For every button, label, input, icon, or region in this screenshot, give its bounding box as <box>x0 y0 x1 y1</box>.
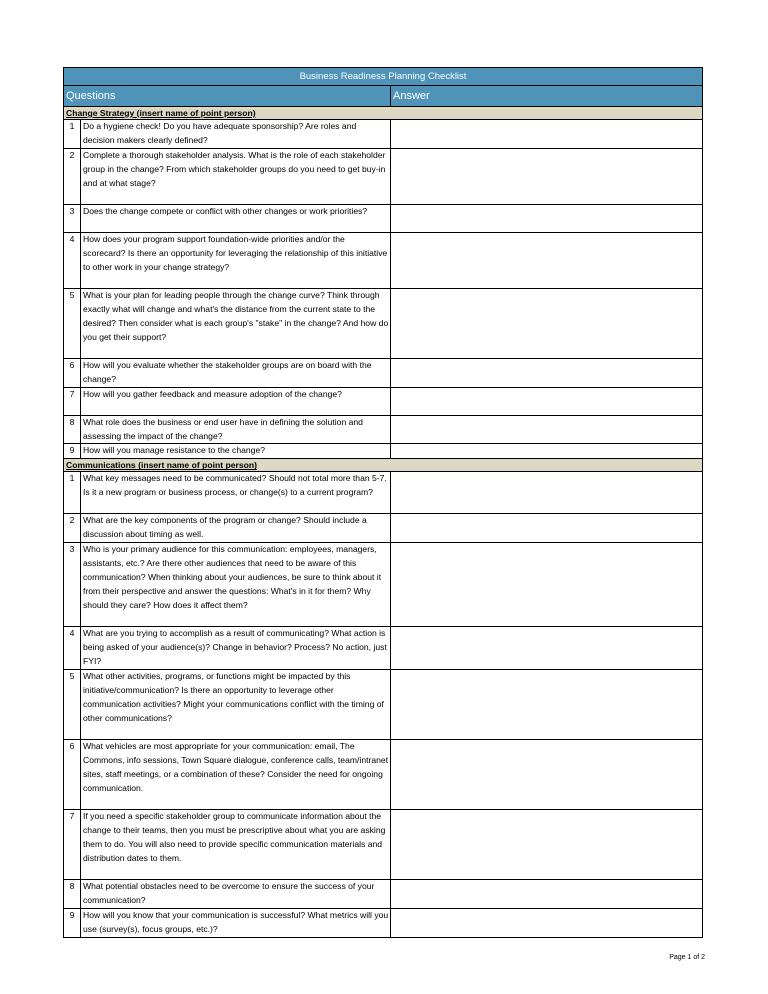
section-row <box>64 459 703 472</box>
answer-cell[interactable] <box>391 908 703 937</box>
question-row <box>64 232 703 288</box>
answer-cell[interactable] <box>391 514 703 543</box>
questions-header: Questions <box>64 86 391 107</box>
question-number: 2 <box>64 148 81 204</box>
question-number: 8 <box>64 415 81 444</box>
question-row <box>64 739 703 809</box>
section-label: Change Strategy (insert name of point person) <box>64 107 703 120</box>
question-text: How will you know that your communication is successful? What metrics will you use (survey(s), focus groups, etc.)? <box>81 908 391 937</box>
question-text: Do a hygiene check! Do you have adequate sponsorship? Are roles and decision makers clearly defined? <box>81 120 391 149</box>
answer-cell[interactable] <box>391 444 703 459</box>
question-text: What key messages need to be communicated? Should not total more than 5-7. Is it a new program or business process, or change(s) to a current program? <box>81 472 391 514</box>
question-text: How will you gather feedback and measure adoption of the change? <box>81 387 391 415</box>
answer-cell[interactable] <box>391 232 703 288</box>
question-text: How does your program support foundation-wide priorities and/or the scorecard? Is there an opportunity for leveraging the relationship of this initiative to other work in your change strategy? <box>81 232 391 288</box>
question-row <box>64 358 703 387</box>
question-text: How will you evaluate whether the stakeholder groups are on board with the change? <box>81 358 391 387</box>
question-number: 4 <box>64 627 81 670</box>
checklist-table <box>63 67 703 938</box>
question-number: 5 <box>64 669 81 739</box>
question-number: 3 <box>64 543 81 627</box>
question-row <box>64 879 703 908</box>
answer-cell[interactable] <box>391 472 703 514</box>
question-number: 5 <box>64 288 81 358</box>
question-text: What are the key components of the program or change? Should include a discussion about timing as well. <box>81 514 391 543</box>
question-number: 7 <box>64 387 81 415</box>
question-number: 1 <box>64 120 81 149</box>
question-text: What vehicles are most appropriate for your communication: email, The Commons, info sessions, Town Square dialogue, conference calls, team/intranet sites, staff meetings, or a combination of these? Consider the need for ongoing communication. <box>81 739 391 809</box>
answer-cell[interactable] <box>391 120 703 149</box>
question-number: 9 <box>64 444 81 459</box>
question-number: 8 <box>64 879 81 908</box>
question-text: Who is your primary audience for this communication: employees, managers, assistants, etc.? Are there other audiences that need to be aware of this communication? When thinking about your audiences, be sure to think about it from their perspective and answer the questions: What's in it for them? Why should they care? How does it affect them? <box>81 543 391 627</box>
section-row <box>64 107 703 120</box>
page-number: Page 1 of 2 <box>669 954 705 961</box>
answer-cell[interactable] <box>391 879 703 908</box>
question-text: How will you manage resistance to the change? <box>81 444 391 459</box>
question-row <box>64 444 703 459</box>
question-row <box>64 809 703 879</box>
question-number: 2 <box>64 514 81 543</box>
question-number: 1 <box>64 472 81 514</box>
answer-cell[interactable] <box>391 627 703 670</box>
answer-cell[interactable] <box>391 387 703 415</box>
header-row <box>64 86 703 107</box>
answer-header: Answer <box>391 86 703 107</box>
answer-cell[interactable] <box>391 148 703 204</box>
question-row <box>64 908 703 937</box>
section-label: Communications (insert name of point person) <box>64 459 703 472</box>
question-row <box>64 627 703 670</box>
question-row <box>64 148 703 204</box>
question-row <box>64 120 703 149</box>
question-text: What role does the business or end user have in defining the solution and assessing the impact of the change? <box>81 415 391 444</box>
answer-cell[interactable] <box>391 358 703 387</box>
checklist-title: Business Readiness Planning Checklist <box>64 68 703 86</box>
question-number: 6 <box>64 739 81 809</box>
question-number: 9 <box>64 908 81 937</box>
question-text: If you need a specific stakeholder group to communicate information about the change to their teams, then you must be prescriptive about what you are asking them to do. You will also need to provide specific communication materials and distribution dates to them. <box>81 809 391 879</box>
question-number: 6 <box>64 358 81 387</box>
answer-cell[interactable] <box>391 543 703 627</box>
answer-cell[interactable] <box>391 809 703 879</box>
question-row <box>64 415 703 444</box>
checklist-sheet <box>63 67 702 938</box>
question-row <box>64 514 703 543</box>
question-number: 3 <box>64 204 81 232</box>
question-text: Does the change compete or conflict with other changes or work priorities? <box>81 204 391 232</box>
question-text: Complete a thorough stakeholder analysis. What is the role of each stakeholder group in the change? From which stakeholder groups do you need to get buy-in and at what stage? <box>81 148 391 204</box>
answer-cell[interactable] <box>391 739 703 809</box>
question-row <box>64 288 703 358</box>
question-text: What is your plan for leading people through the change curve? Think through exactly what will change and what's the distance from the current state to the desired? Then consider what is each group's "stake" in the change? And how do you get their support? <box>81 288 391 358</box>
question-row <box>64 669 703 739</box>
question-text: What potential obstacles need to be overcome to ensure the success of your communication? <box>81 879 391 908</box>
question-number: 4 <box>64 232 81 288</box>
question-row <box>64 472 703 514</box>
question-row <box>64 543 703 627</box>
title-row <box>64 68 703 86</box>
answer-cell[interactable] <box>391 669 703 739</box>
answer-cell[interactable] <box>391 415 703 444</box>
question-number: 7 <box>64 809 81 879</box>
question-row <box>64 387 703 415</box>
answer-cell[interactable] <box>391 204 703 232</box>
answer-cell[interactable] <box>391 288 703 358</box>
question-row <box>64 204 703 232</box>
question-text: What are you trying to accomplish as a result of communicating? What action is being asked of your audience(s)? Change in behavior? Process? No action, just FYI? <box>81 627 391 670</box>
question-text: What other activities, programs, or functions might be impacted by this initiative/communication? Is there an opportunity to leverage other communication activities? Might your communications conflict with the timing of other communications? <box>81 669 391 739</box>
